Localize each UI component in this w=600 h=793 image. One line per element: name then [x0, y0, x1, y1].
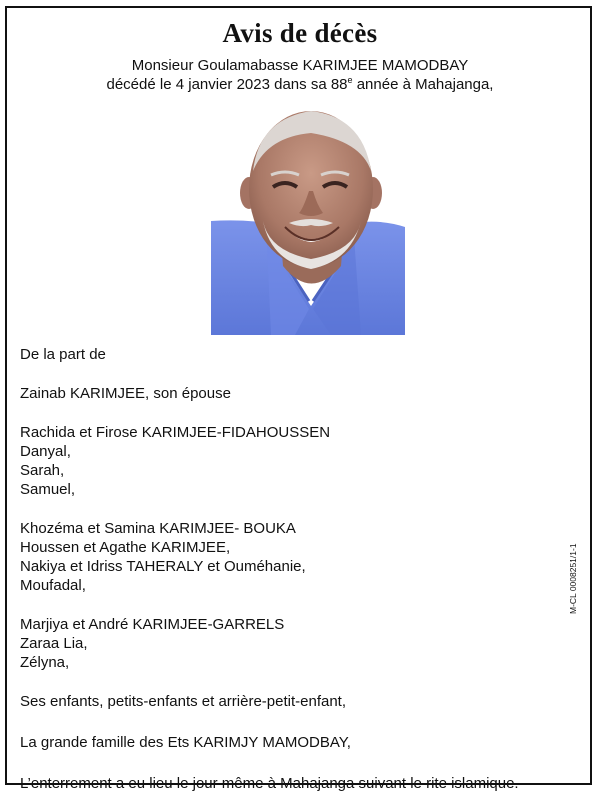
family-line: Sarah,	[20, 462, 65, 479]
extended-family-line: La grande famille des Ets KARIMJY MAMODBAY,	[20, 734, 351, 751]
family-line: Nakiya et Idriss TAHERALY et Ouméhanie,	[20, 558, 306, 575]
family-line: Moufadal,	[20, 577, 86, 594]
deceased-name-line: Monsieur Goulamabasse KARIMJEE MAMODBAY	[131, 57, 469, 74]
family-line: Khozéma et Samina KARIMJEE- BOUKA	[20, 520, 296, 537]
reference-code: M-CL 0008251/1-1	[568, 543, 578, 614]
death-details-prefix: décédé le 4 janvier 2023 dans sa 88	[106, 76, 348, 93]
family-line: Zaraa Lia,	[20, 635, 88, 652]
family-line: Rachida et Firose KARIMJEE-FIDAHOUSSEN	[20, 424, 331, 441]
family-line: Samuel,	[20, 481, 76, 498]
death-details-superscript: e	[347, 75, 353, 85]
family-line: Houssen et Agathe KARIMJEE,	[20, 539, 231, 556]
portrait-photo	[211, 101, 405, 335]
intro-line: De la part de	[20, 346, 106, 363]
family-line: Danyal,	[20, 443, 71, 460]
notice-title: Avis de décès	[222, 18, 378, 48]
death-details-suffix: année à Mahajanga,	[352, 76, 494, 93]
family-line: Marjiya et André KARIMJEE-GARRELS	[20, 616, 285, 633]
death-details-line	[0, 75, 600, 95]
spouse-line: Zainab KARIMJEE, son épouse	[20, 385, 231, 402]
family-line: Zélyna,	[20, 654, 70, 671]
descendants-line: Ses enfants, petits-enfants et arrière-petit-enfant,	[20, 693, 347, 710]
burial-line: L’enterrement a eu lieu le jour même à Mahajanga suivant le rite islamique.	[20, 775, 519, 792]
notice-body	[20, 345, 580, 793]
